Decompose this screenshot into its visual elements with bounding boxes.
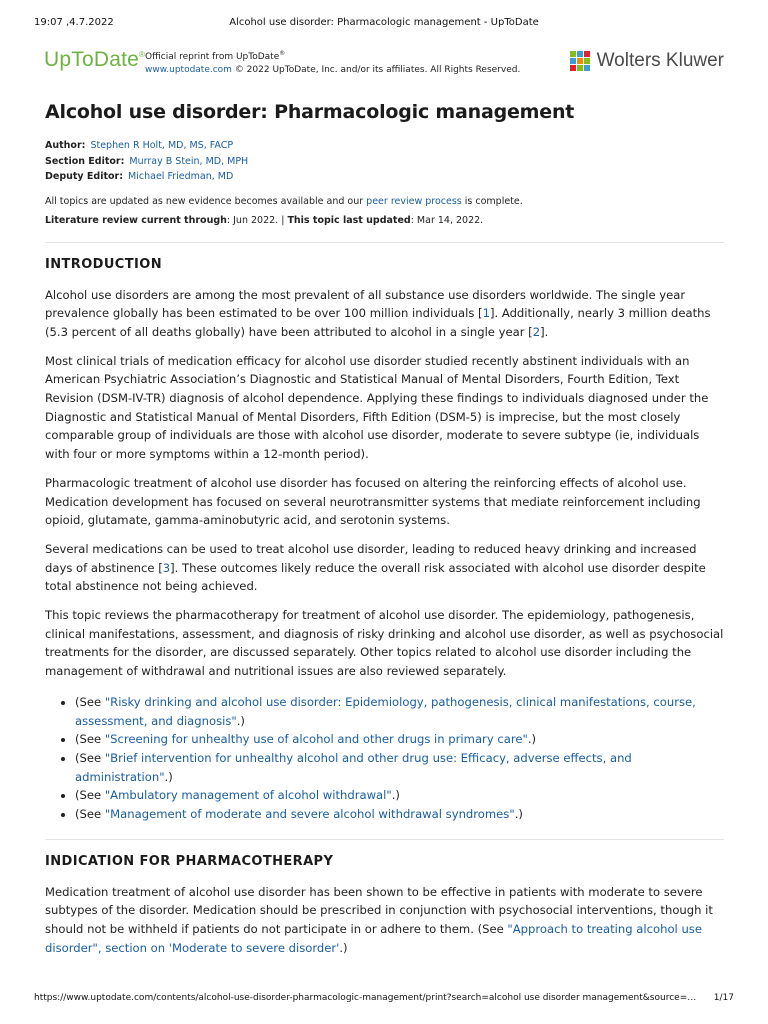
brand-bar <box>44 46 724 82</box>
wolters-kluwer-logo <box>568 47 724 75</box>
section-editor-label: Section Editor: <box>45 155 125 167</box>
intro-paragraph-1 <box>45 286 724 342</box>
see-prefix: (See <box>75 694 105 709</box>
print-url: https://www.uptodate.com/contents/alcohol-use-disorder-pharmacologic-management/print?search=alcohol use disorder management&source=… <box>34 993 697 1003</box>
review-status <box>45 214 724 228</box>
update-note <box>45 195 724 209</box>
see-prefix: (See <box>75 788 105 803</box>
see-also-list <box>45 693 724 824</box>
lit-review-label: Literature review current through <box>45 214 227 226</box>
intro-paragraph-3: Pharmacologic treatment of alcohol use disorder has focused on altering the reinforcing effects of alcohol use. Medication development has focused on several neurotransmitter systems that mediate reinforcement including opioid, glutamate, gamma-aminobutyric acid, and serotonin systems. <box>45 475 701 528</box>
reprint-notice <box>145 47 520 77</box>
see-also-link-ambulatory-withdrawal[interactable]: "Ambulatory management of alcohol withdrawal" <box>104 788 392 803</box>
intro-p1-text-c: ]. <box>540 324 549 339</box>
indication-p1-suffix: .) <box>339 940 348 955</box>
see-suffix: .) <box>514 807 523 822</box>
last-updated-value: : Mar 14, 2022. <box>410 214 484 226</box>
peer-review-link[interactable]: peer review process <box>366 195 462 207</box>
reprint-line: Official reprint from UpToDate <box>145 52 280 62</box>
copyright-text: © 2022 UpToDate, Inc. and/or its affiliates. All Rights Reserved. <box>231 65 521 75</box>
intro-paragraph-5: This topic reviews the pharmacotherapy for treatment of alcohol use disorder. The epidemiology, pathogenesis, clinical manifestations, assessment, and diagnosis of risky drinking and alcohol use disorder, as well as psychosocial treatments for the disorder, are discussed separately. Other topics related to alcohol use disorder including the management of withdrawal and nutritional issues are also reviewed separately. <box>45 608 724 679</box>
list-item <box>75 805 724 824</box>
author-label: Author: <box>45 140 86 151</box>
section-editor-line <box>45 154 724 170</box>
see-also-link-risky-drinking[interactable]: "Risky drinking and alcohol use disorder: Epidemiology, pathogenesis, clinical manifestations, course, assessment, and diagnosis" <box>75 694 696 728</box>
last-updated-label: This topic last updated <box>287 214 411 226</box>
uptodate-website-link[interactable]: www.uptodate.com <box>145 65 232 75</box>
intro-p4-text-a: Several medications can be used to treat alcohol use disorder, leading to reduced heavy drinking and increased days of abstinence [ <box>45 541 697 575</box>
list-item <box>75 786 724 805</box>
intro-p1-text-a: Alcohol use disorders are among the most prevalent of all substance use disorders worldwide. The single year prevalence globally has been estimated to be over 100 million individuals [ <box>45 287 686 321</box>
reference-link-2[interactable]: 2 <box>532 324 541 339</box>
see-suffix: .) <box>391 788 400 803</box>
wolters-kluwer-name: Wolters Kluwer <box>596 50 724 71</box>
introduction-heading: INTRODUCTION <box>45 256 162 272</box>
deputy-editor-line <box>45 169 724 185</box>
indication-paragraph-1 <box>45 883 724 958</box>
section-divider <box>45 242 724 243</box>
list-item <box>75 749 724 786</box>
intro-p1-text-b: ]. Additionally, nearly 3 million deaths (5.3 percent of all deaths globally) have been attributed to alcohol in a single year [ <box>45 306 711 339</box>
intro-p4-text-b: ]. These outcomes likely reduce the overall risk associated with alcohol use disorder despite total abstinence not being achieved. <box>45 560 706 594</box>
see-prefix: (See <box>75 807 105 822</box>
reference-link-3[interactable]: 3 <box>162 560 171 575</box>
update-note-pre: All topics are updated as new evidence becomes available and our <box>45 195 367 207</box>
see-suffix: .) <box>236 713 245 728</box>
see-suffix: .) <box>527 732 537 747</box>
reprint-mark: ® <box>279 50 286 57</box>
intro-paragraph-4 <box>45 540 724 596</box>
see-also-link-screening[interactable]: "Screening for unhealthy use of alcohol and other drugs in primary care" <box>104 732 528 747</box>
section-divider <box>45 839 724 840</box>
indication-heading: INDICATION FOR PHARMACOTHERAPY <box>45 853 334 869</box>
uptodate-logo-text: UpToDate <box>44 48 139 71</box>
approach-treating-link[interactable]: "Approach to treating alcohol use disorder", section on 'Moderate to severe disorder' <box>45 922 702 955</box>
see-suffix: .) <box>164 769 173 784</box>
uptodate-logo-mark: ® <box>138 50 146 59</box>
uptodate-logo <box>44 48 145 72</box>
see-prefix: (See <box>75 750 105 765</box>
print-page-title: Alcohol use disorder: Pharmacologic management - UpToDate <box>229 17 539 28</box>
list-item <box>75 693 724 730</box>
deputy-editor-link[interactable]: Michael Friedman, MD <box>128 171 234 182</box>
reference-link-1[interactable]: 1 <box>482 306 490 321</box>
see-also-link-brief-intervention[interactable]: "Brief intervention for unhealthy alcohol and other drug use: Efficacy, adverse effects, and administration" <box>75 750 632 784</box>
article-content <box>45 101 724 958</box>
list-item <box>75 730 724 749</box>
wolters-kluwer-mark-icon <box>568 49 592 73</box>
intro-paragraph-2: Most clinical trials of medication efficacy for alcohol use disorder studied recently abstinent individuals with an American Psychiatric Association’s Diagnostic and Statistical Manual of Mental Disorders, Fourth Edition, Text Revision (DSM-IV-TR) diagnosis of alcohol dependence. Applying these findings to individuals diagnosed under the Diagnostic and Statistical Manual of Mental Disorders, Fifth Edition (DSM-5) is imprecise, but the most closely comparable group of individuals are those with alcohol use disorder, moderate to severe subtype (ie, individuals with four or more symptoms within a 12-month period). <box>45 353 709 462</box>
update-note-post: is complete. <box>461 195 523 207</box>
section-editor-link[interactable]: Murray B Stein, MD, MPH <box>129 155 249 167</box>
author-line <box>45 138 724 154</box>
print-timestamp: 19:07 ,4.7.2022 <box>34 17 114 28</box>
see-also-link-severe-withdrawal[interactable]: "Management of moderate and severe alcohol withdrawal syndromes" <box>104 807 515 822</box>
page-title: Alcohol use disorder: Pharmacologic management <box>45 101 575 123</box>
deputy-editor-label: Deputy Editor: <box>45 171 124 182</box>
see-prefix: (See <box>75 732 105 747</box>
page-number: 1/17 <box>713 993 734 1003</box>
lit-review-value: : Jun 2022. | <box>226 214 288 226</box>
author-link[interactable]: Stephen R Holt, MD, MS, FACP <box>90 140 234 151</box>
indication-p1-text: Medication treatment of alcohol use disorder has been shown to be effective in patients with moderate to severe subtypes of the disorder. Medication should be prescribed in conjunction with psychosocial interventions, though it should not be withheld if patients do not participate in or adhere to them. (See <box>45 884 713 937</box>
